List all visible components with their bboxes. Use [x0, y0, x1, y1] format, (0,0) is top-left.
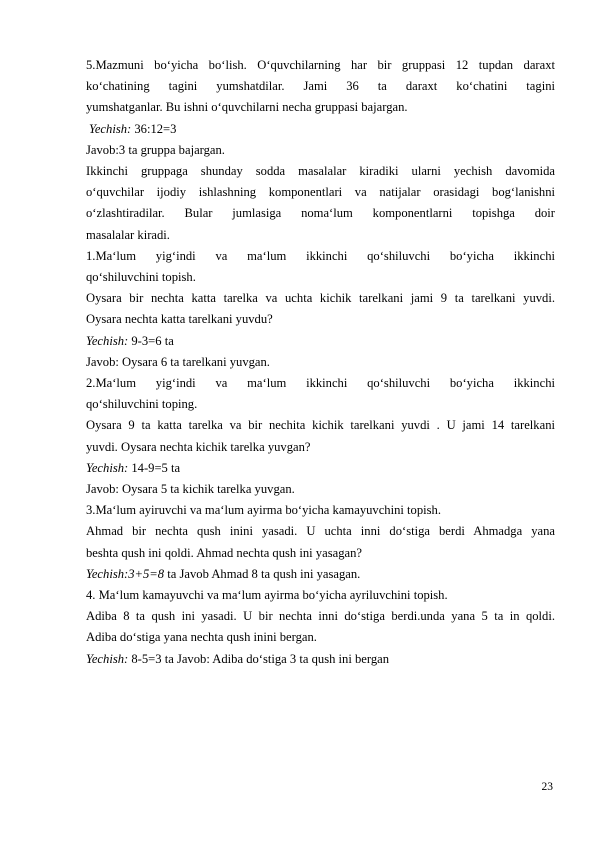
text-line: masalalar kiradi.	[86, 227, 170, 242]
text-line: ko‘chatining tagini yumshatdilar. Jami 36 ta daraxt ko‘chatini tagini	[86, 79, 555, 94]
text-line: Oysara 9 ta katta tarelka va bir nechita kichik tarelkani yuvdi . U jami 14 tarelkani	[86, 418, 555, 433]
text-line: Ahmad bir nechta qush inini yasadi. U uchta inni do‘stiga berdi Ahmadga yana	[86, 524, 555, 539]
paragraph-solution	[86, 458, 555, 479]
text-line: Adiba do‘stiga yana nechta qush inini bergan.	[86, 630, 317, 645]
paragraph-problem-oysara-2	[86, 415, 555, 457]
paragraph-rule-3: 3.Ma‘lum ayiruvchi va ma‘lum ayirma bo‘yicha kamayuvchini topish.	[86, 503, 441, 518]
text-line: Ikkinchi gruppaga shunday sodda masalalar kiradiki ularni yechish davomida	[86, 164, 555, 179]
text-line: yumshatganlar. Bu ishni o‘quvchilarni necha gruppasi bajargan.	[86, 100, 408, 115]
text-line: 2.Ma‘lum yig‘indi va ma‘lum ikkinchi qo‘shiluvchi bo‘yicha ikkinchi	[86, 376, 555, 391]
solution-label: Yechish:	[89, 121, 132, 136]
paragraph-solution	[86, 119, 555, 140]
solution-label: Yechish:	[86, 333, 129, 348]
paragraph-solution	[86, 331, 555, 352]
text-line: qo‘shiluvchini topish.	[86, 270, 196, 285]
page-number: 23	[541, 781, 553, 793]
paragraph-problem-oysara-1	[86, 288, 555, 330]
solution-text: 14-9=5 ta	[128, 460, 181, 475]
solution-label: Yechish:3+5=8	[86, 566, 165, 581]
paragraph-answer: Javob: Oysara 5 ta kichik tarelka yuvgan.	[86, 482, 295, 497]
paragraph-rule-4: 4. Ma‘lum kamayuvchi va ma‘lum ayirma bo‘yicha ayriluvchini topish.	[86, 588, 448, 603]
paragraph-rule-1	[86, 246, 555, 288]
text-line: o‘quvchilar ijodiy ishlashning komponentlari va natijalar orasidagi bog‘lanishni	[86, 185, 555, 200]
solution-label: Yechish:	[86, 460, 129, 475]
text-line: o‘zlashtiradilar. Bular jumlasiga noma‘lum komponentlarni topishga doir	[86, 206, 555, 221]
paragraph-solution	[86, 649, 555, 670]
page-body	[86, 55, 555, 670]
text-line: Adiba 8 ta qush ini yasadi. U bir nechta inni do‘stiga berdi.unda yana 5 ta in qoldi.	[86, 609, 555, 624]
text-line: yuvdi. Oysara nechta kichik tarelka yuvgan?	[86, 439, 311, 454]
paragraph-second-group	[86, 161, 555, 246]
solution-text: 9-3=6 ta	[128, 333, 174, 348]
solution-text: ta Javob Ahmad 8 ta qush ini yasagan.	[164, 566, 361, 581]
paragraph-rule-2	[86, 373, 555, 415]
paragraph-answer: Javob: Oysara 6 ta tarelkani yuvgan.	[86, 354, 270, 369]
text-line: qo‘shiluvchini toping.	[86, 397, 198, 412]
text-line: Oysara bir nechta katta tarelka va uchta kichik tarelkani jami 9 ta tarelkani yuvdi.	[86, 291, 555, 306]
paragraph-problem-5	[86, 55, 555, 119]
solution-text: 36:12=3	[131, 121, 177, 136]
paragraph-problem-ahmad	[86, 521, 555, 563]
text-line: 1.Ma‘lum yig‘indi va ma‘lum ikkinchi qo‘shiluvchi bo‘yicha ikkinchi	[86, 248, 555, 263]
paragraph-answer: Javob:3 ta gruppa bajargan.	[86, 142, 225, 157]
text-line: 5.Mazmuni bo‘yicha bo‘lish. O‘quvchilarning har bir gruppasi 12 tupdan daraxt	[86, 58, 555, 72]
paragraph-problem-adiba	[86, 606, 555, 648]
paragraph-solution	[86, 564, 555, 585]
text-line: beshta qush ini qoldi. Ahmad nechta qush ini yasagan?	[86, 545, 362, 560]
text-line: Oysara nechta katta tarelkani yuvdu?	[86, 312, 273, 327]
solution-label: Yechish:	[86, 651, 129, 666]
solution-text: 8-5=3 ta Javob: Adiba do‘stiga 3 ta qush ini bergan	[128, 651, 390, 666]
